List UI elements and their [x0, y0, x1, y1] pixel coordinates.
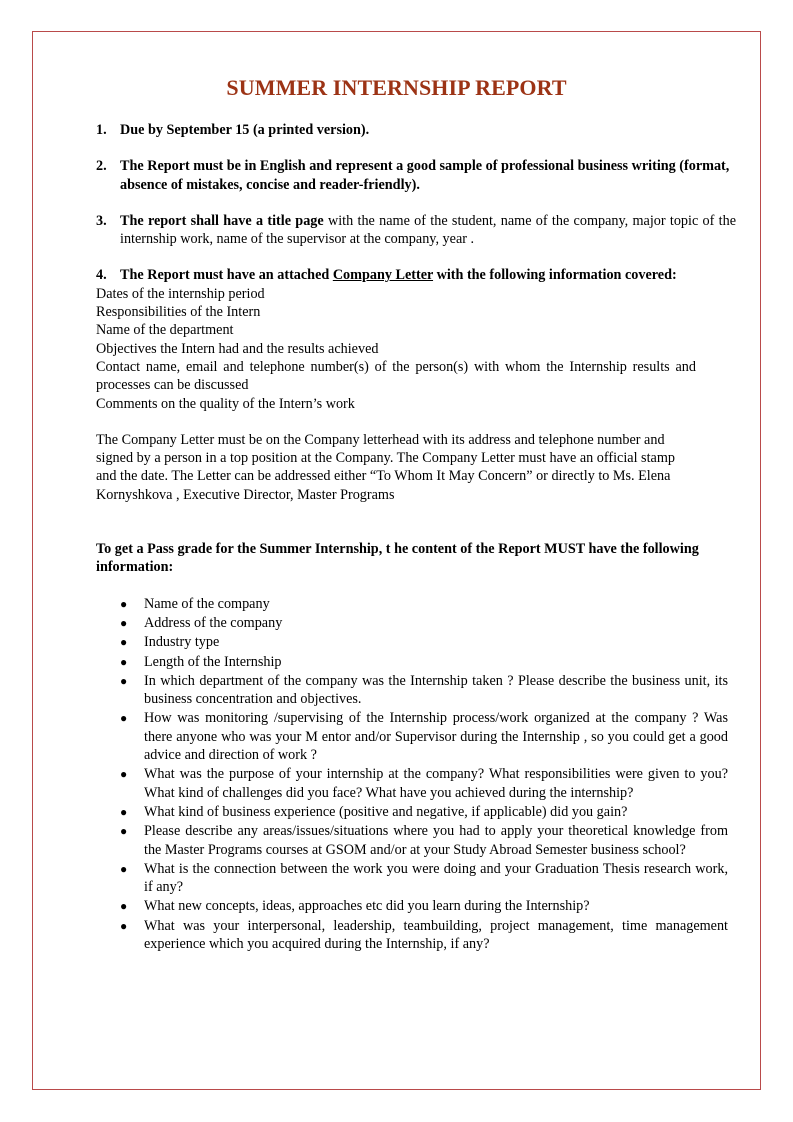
bullet-icon: ● — [120, 804, 128, 819]
letter-requirements-paragraph: The Company Letter must be on the Company letterhead with its address and telephone number and signed by a person in a top position at the Company. The Company Letter must have an official stamp and the date. The Letter can be addressed either “To Whom It May Concern” or directly to Ms. Elena Kornyshkova , Executive Director, Master Programs — [96, 431, 675, 503]
letter-field: Contact name, email and telephone number(s) of the person(s) with whom the Internship results and processes can be discussed — [96, 358, 696, 394]
bullet-icon: ● — [120, 861, 128, 876]
list-item-text: Length of the Internship — [144, 653, 282, 670]
item-bold-text: The report shall have a title page — [120, 212, 324, 229]
list-item-text: What was the purpose of your internship at the company? What responsibilities were given to you? What kind of challenges did you face? What have you achieved during the internship? — [144, 766, 728, 801]
list-item-text: What was your interpersonal, leadership, teambuilding, project management, time management experience which you acquired during the Internship, if any? — [144, 917, 728, 952]
letter-field: Comments on the quality of the Intern’s work — [96, 395, 355, 412]
page-title: SUMMER INTERNSHIP REPORT — [226, 75, 567, 100]
item-number: 4. — [96, 267, 107, 284]
list-item-text: What is the connection between the work you were doing and your Graduation Thesis research work, if any? — [144, 860, 728, 896]
list-item — [120, 709, 728, 764]
letter-fields-list — [96, 285, 696, 413]
list-item-text: Address of the company — [144, 614, 283, 631]
list-item — [120, 860, 728, 897]
list-item — [120, 614, 728, 632]
list-item — [120, 633, 728, 651]
numbered-item-4 — [96, 266, 736, 284]
letter-field: Dates of the internship period — [96, 285, 265, 302]
list-item — [120, 765, 728, 802]
numbered-item-2 — [96, 157, 736, 194]
bullet-icon: ● — [120, 824, 128, 839]
list-item-text: Name of the company — [144, 595, 270, 612]
requirements-list — [96, 595, 728, 954]
bullet-icon: ● — [120, 596, 128, 611]
item-bold-text: with the following information covered: — [433, 267, 677, 284]
item-number: 1. — [96, 122, 107, 138]
numbered-item-3 — [96, 212, 736, 249]
item-text: with the name of the student, name of the company, major topic of the internship work, name of the supervisor at the company, year . — [120, 212, 737, 248]
list-item — [120, 822, 728, 859]
company-letter-label: Company Letter — [332, 267, 434, 284]
list-item — [120, 653, 728, 671]
letter-field: Responsibilities of the Intern — [96, 304, 261, 321]
item-bold-text: The Report must have an attached — [120, 267, 333, 284]
list-item — [120, 917, 728, 954]
item-number: 2. — [96, 158, 107, 175]
bullet-icon: ● — [120, 635, 128, 650]
bullet-icon: ● — [120, 918, 128, 933]
bullet-icon: ● — [120, 899, 128, 914]
list-item-text: How was monitoring /supervising of the Internship process/work organized at the company ? Was there anyone who was your M entor and/or Supervisor during the Internship , so you could get a good advice and direction of work ? — [144, 710, 728, 764]
bullet-icon: ● — [120, 673, 128, 688]
letter-field: Name of the department — [96, 322, 234, 339]
list-item — [120, 897, 728, 915]
list-item — [120, 595, 728, 613]
item-number: 3. — [96, 212, 107, 229]
list-item-text: What new concepts, ideas, approaches etc did you learn during the Internship? — [144, 898, 590, 915]
list-item-text: Industry type — [144, 634, 220, 651]
list-item — [120, 672, 728, 709]
bullet-icon: ● — [120, 767, 128, 782]
list-item-text: In which department of the company was the Internship taken ? Please describe the business unit, its business concentration and objectives. — [144, 672, 728, 708]
bullet-icon: ● — [120, 615, 128, 630]
numbered-item-1 — [96, 121, 736, 139]
list-item-text: Please describe any areas/issues/situations where you had to apply your theoretical knowledge from the Master Programs courses at GSOM and/or at your Study Abroad Semester business school? — [144, 823, 728, 858]
list-item — [120, 803, 728, 821]
item-text: Due by September 15 (a printed version). — [120, 122, 370, 138]
bullet-icon: ● — [120, 654, 128, 669]
letter-field: Objectives the Intern had and the results achieved — [96, 340, 379, 357]
list-item-text: What kind of business experience (positive and negative, if applicable) did you gain? — [144, 803, 628, 820]
document-body — [96, 121, 736, 954]
bullet-icon: ● — [120, 711, 128, 726]
pass-grade-heading: To get a Pass grade for the Summer Internship, t he content of the Report MUST have the following information: — [96, 541, 699, 576]
item-text: The Report must be in English and represent a good sample of professional business writing (format, absence of mistakes, concise and reader-friendly). — [120, 158, 730, 193]
